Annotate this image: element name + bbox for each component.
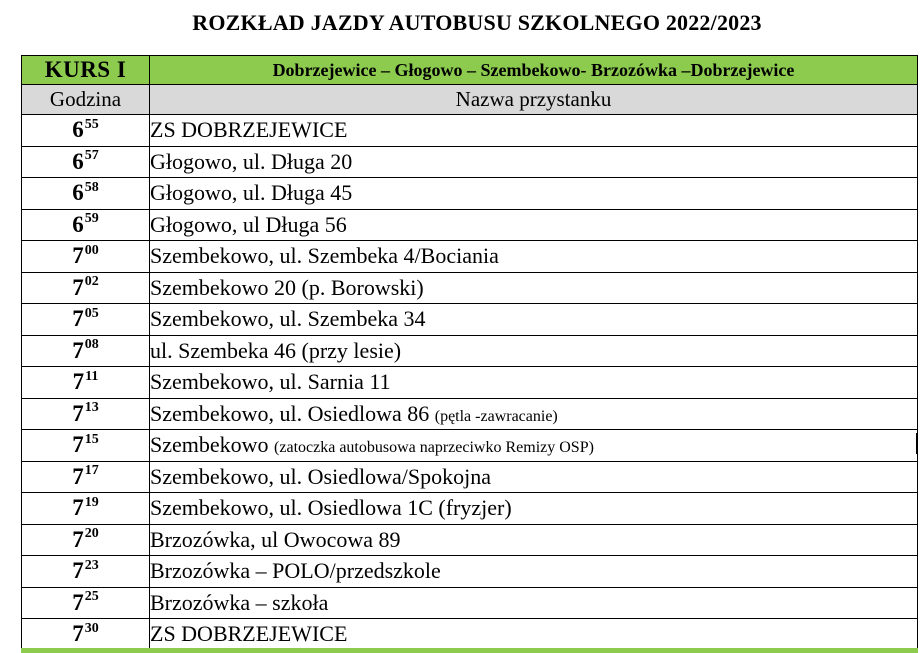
table-row	[22, 398, 918, 430]
stop-column-header: Nazwa przystanku	[150, 85, 918, 115]
time-hour: 7	[72, 495, 84, 521]
table-row	[22, 146, 918, 178]
time-hour: 7	[72, 274, 84, 300]
departure-time	[22, 209, 150, 241]
time-minute: 23	[84, 557, 99, 573]
table-row	[22, 430, 918, 462]
departure-time	[22, 178, 150, 210]
course-label: KURS I	[22, 56, 150, 85]
departure-time	[22, 335, 150, 367]
table-row	[22, 493, 918, 525]
column-header-row	[22, 85, 918, 115]
departure-time	[22, 272, 150, 304]
stop-name-cell	[150, 398, 918, 430]
time-minute: 55	[84, 116, 99, 132]
stop-name: Brzozówka – POLO/przedszkole	[150, 558, 441, 584]
departure-time	[22, 430, 150, 462]
stop-name: Głogowo, ul. Długa 45	[150, 180, 353, 206]
departure-time	[22, 304, 150, 336]
stop-name-cell	[150, 430, 918, 462]
time-hour: 7	[72, 306, 84, 332]
time-minute: 20	[84, 526, 99, 542]
text-cursor-mark	[916, 433, 918, 454]
stop-name-cell	[150, 556, 918, 588]
stop-name: Szembekowo, ul. Sarnia 11	[150, 369, 391, 395]
table-row	[22, 524, 918, 556]
departure-time	[22, 493, 150, 525]
time-hour: 7	[72, 337, 84, 363]
stop-name-cell	[150, 304, 918, 336]
table-row	[22, 587, 918, 619]
stop-name: Szembekowo, ul. Osiedlowa 86	[150, 400, 430, 426]
time-minute: 05	[84, 305, 99, 321]
table-row	[22, 461, 918, 493]
stop-name-cell	[150, 146, 918, 178]
departure-time	[22, 556, 150, 588]
stop-name-cell	[150, 178, 918, 210]
time-hour: 6	[72, 211, 84, 237]
departure-time	[22, 587, 150, 619]
route-description: Dobrzejewice – Głogowo – Szembekowo- Brzozówka –Dobrzejewice	[150, 56, 918, 85]
schedule-table	[21, 55, 918, 651]
stop-note: (zatoczka autobusowa naprzeciwko Remizy OSP)	[274, 439, 594, 457]
time-hour: 7	[72, 243, 84, 269]
stop-name: Głogowo, ul Długa 56	[150, 211, 347, 237]
table-row	[22, 619, 918, 651]
time-minute: 25	[84, 589, 99, 605]
schedule-body	[22, 56, 918, 651]
stop-name: ZS DOBRZEJEWICE	[150, 621, 348, 647]
departure-time	[22, 461, 150, 493]
route-header-row	[22, 56, 918, 85]
time-minute: 02	[84, 274, 99, 290]
stop-note: (pętla -zawracanie)	[434, 407, 558, 425]
departure-time	[22, 146, 150, 178]
stop-name: Szembekowo, ul. Osiedlowa/Spokojna	[150, 463, 491, 489]
time-minute: 30	[84, 620, 99, 636]
stop-name-cell	[150, 241, 918, 273]
time-hour: 7	[72, 526, 84, 552]
table-row	[22, 272, 918, 304]
stop-name: Szembekowo, ul. Osiedlowa 1C (fryzjer)	[150, 495, 512, 521]
time-minute: 08	[84, 337, 99, 353]
stop-name: Szembekowo 20 (p. Borowski)	[150, 274, 424, 300]
stop-name-cell	[150, 461, 918, 493]
stop-name: Głogowo, ul. Długa 20	[150, 148, 353, 174]
time-hour: 6	[72, 180, 84, 206]
time-minute: 11	[85, 368, 99, 384]
time-hour: 7	[72, 589, 84, 615]
time-minute: 19	[84, 494, 99, 510]
departure-time	[22, 619, 150, 651]
stop-name: Szembekowo, ul. Szembeka 34	[150, 306, 426, 332]
time-minute: 17	[84, 463, 99, 479]
stop-name-cell	[150, 619, 918, 651]
stop-name: Szembekowo	[150, 432, 269, 458]
stop-name-cell	[150, 524, 918, 556]
stop-name-cell	[150, 493, 918, 525]
time-column-header: Godzina	[22, 85, 150, 115]
stop-name: Brzozówka, ul Owocowa 89	[150, 526, 401, 552]
departure-time	[22, 524, 150, 556]
time-hour: 7	[72, 432, 84, 458]
time-hour: 6	[72, 117, 84, 143]
table-row	[22, 335, 918, 367]
time-hour: 6	[72, 148, 84, 174]
time-hour: 7	[72, 369, 85, 395]
stop-name: Brzozówka – szkoła	[150, 589, 329, 615]
time-hour: 7	[72, 621, 84, 647]
table-row	[22, 304, 918, 336]
stop-name-cell	[150, 115, 918, 147]
bottom-green-bar	[21, 648, 918, 653]
time-minute: 00	[84, 242, 99, 258]
time-hour: 7	[72, 463, 84, 489]
table-row	[22, 367, 918, 399]
departure-time	[22, 398, 150, 430]
table-row	[22, 178, 918, 210]
time-minute: 58	[84, 179, 99, 195]
stop-name: Szembekowo, ul. Szembeka 4/Bociania	[150, 243, 499, 269]
stop-name-cell	[150, 367, 918, 399]
time-minute: 15	[84, 431, 99, 447]
stop-name-cell	[150, 335, 918, 367]
table-row	[22, 209, 918, 241]
time-hour: 7	[72, 400, 84, 426]
time-hour: 7	[72, 558, 84, 584]
table-row	[22, 241, 918, 273]
departure-time	[22, 367, 150, 399]
page-title: ROZKŁAD JAZDY AUTOBUSU SZKOLNEGO 2022/2023	[192, 10, 762, 35]
stop-name-cell	[150, 272, 918, 304]
table-row	[22, 556, 918, 588]
time-minute: 57	[84, 148, 99, 164]
stop-name: ZS DOBRZEJEWICE	[150, 117, 348, 143]
departure-time	[22, 115, 150, 147]
stop-name-cell	[150, 587, 918, 619]
departure-time	[22, 241, 150, 273]
stop-name-cell	[150, 209, 918, 241]
time-minute: 13	[84, 400, 99, 416]
table-row	[22, 115, 918, 147]
time-minute: 59	[84, 211, 99, 227]
stop-name: ul. Szembeka 46 (przy lesie)	[150, 337, 402, 363]
